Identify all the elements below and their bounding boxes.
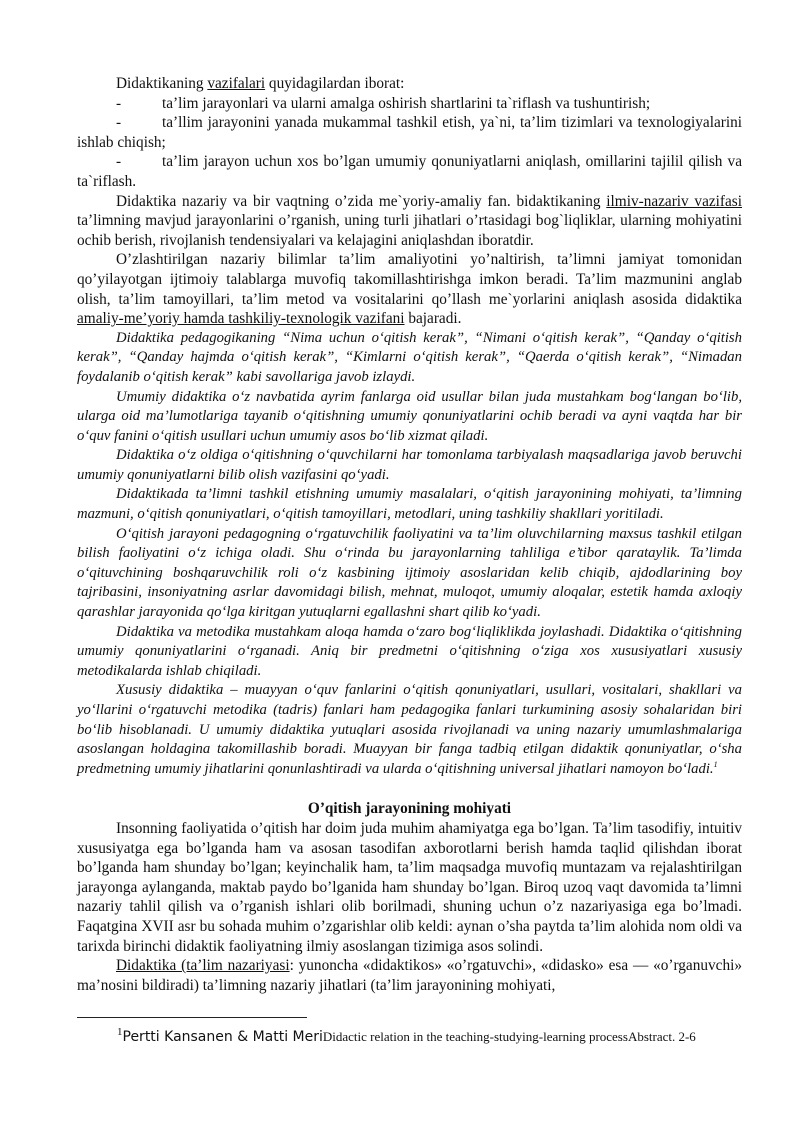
section-heading: O’qitish jarayonining mohiyati — [307, 800, 512, 818]
list-item: - ta’llim jarayonini yanada mukammal tashkil etish, ya`ni, ta’lim tizimlari va texnologiyalarini ishlab chiqish; — [77, 114, 742, 151]
underlined-term: Didaktika (ta’lim nazariyasi — [116, 957, 290, 975]
underlined-term: amaliy-me’yoriy hamda tashkiliy-texnologik vazifani — [77, 310, 405, 328]
italic-paragraph: Didaktika va metodika mustahkam aloqa hamda o‘zaro bog‘liqliklikda joylashadi. Didaktika o‘qitishning umumiy qonuniyatlarini o‘rganadi. Aniq bir predmetni o‘qitishning o‘ziga xos xususiyatlari xususiy metodikalarda ishlab chiqiladi. — [77, 623, 742, 679]
italic-paragraph: O‘qitish jarayoni pedagogning o‘rgatuvchilik faoliyatini va ta’lim oluvchilarning maxsus tashkil etilgan bilish faoliyatini o‘z ichiga oladi. Shu o‘rinda bu jarayonlarning tahliliga e’tibor qarataylik. Ta’limda o‘qituvchining boshqaruvchilik roli o‘z kasbining ijtimoiy asoslaridan kelib chiqib, ajdodlarining boy tajribasini, insoniyatning asrlar davomidagi bilish, mehnat, muloqot, umumiy aloqalar, estetik hamda axloqiy qarashlar jarayonida qo‘lga kiritgan yutuqlarni egallashni shart qilib ko‘yadi. — [77, 525, 742, 621]
footnote — [77, 1026, 742, 1049]
paragraph-theoretical-task: Didaktika nazariy va bir vaqtning o’zida me`yoriy-amaliy fan. bidaktikaning ilmiv-nazariv vazifasi ta’limning mavjud jarayonlarini o’rganish, uning turli jihatlari o’rtasidagi bog`liqliklar, ularning mohiyatini ochib berish, rivojlanish tendensiyalari va kelajagini aniqlashdan iboratdir. — [77, 192, 742, 249]
italic-paragraph: Didaktikada ta’limni tashkil etishning umumiy masalalari, o‘qitish jarayonining mohiyati, ta’limning mazmuni, o‘qitish qonuniyatlari, o‘qitish tamoyillari, metodlari, uning tashkiliy shakllari yoritiladi. — [77, 486, 742, 523]
footnote-tail: Abstract. 2-6 — [627, 1029, 696, 1045]
italic-paragraph: Didaktika pedagogikaning “Nima uchun o‘qitish kerak”, “Nimani o‘qitish kerak”, “Qanday o‘qitish kerak”, “Qanday hajmda o‘qitish kerak”, “Kimlarni o‘qitish kerak”, “Qaerda o‘qitish kerak”, “Nimadan foydalanib o‘qitish kerak” kabi savollariga javob izlaydi. — [77, 329, 742, 385]
footnote-reference[interactable]: 1 — [713, 759, 718, 769]
underlined-term: vazifalari — [207, 75, 266, 92]
italic-paragraph: Xususiy didaktika – muayyan o‘quv fanlarini o‘qitish qonuniyatlari, usullari, vositalari, shakllari va yo‘llarini o‘rgatuvchi metodika (tadris) fanlari ham pedagogika fanlari turkumining asosiy sohalaridan biri bo‘lib hisoblanadi. U umumiy didaktika yutuqlari asosida rivojlanadi va uning nazariy umumlashmalariga asoslangan holdagina takomillashib boradi. Muayyan bir fanga tadbiq etilgan didaktik qonuniyatlar, o‘sha predmetning umumiy jihatlarini qonunlashtiradi va ularda o‘qitishning universal jihatlari namoyon bo‘ladi.$^1$ — [77, 682, 742, 777]
paragraph-practical-task: O’zlashtirilgan nazariy bilimlar ta’lim amaliyotini yo’naltirish, ta’limni jamiyat tomonidan qo’yilayotgan ijtimoiy talablarga muvofiq takomillashtirishga imkon beradi. Ta’lim mazmunini anglab olish, ta’lim tamoyillari, ta’lim metod va vositalarini qo’llash me`yorlarini aniqlash asosida didaktika amaliy-me’yoriy hamda tashkiliy-texnologik vazifani bajaradi. — [77, 251, 742, 328]
paragraph-essence: Insonning faoliyatida o’qitish har doim juda muhim ahamiyatga ega bo’lgan. Ta’lim tasodifiy, intuitiv xususiyatga ega bo’lganda ham va asosan tasodifan axborotlarni berish hamda taqlid qilishdan iborat bo’lganda ham shunday bo’lgan; keyinchalik ham, ta’lim maqsadga muvofiq muntazam va rejalashtirilgan jarayonga aylanganda, maktab paydo bo’lganida ham shunday bo’lgan. Biroq uzoq vaqt davomida ta’limni nazariy tahlil qilish va o’rganish ishlari olib borilmadi, shuning uchun o’z nazariyasiga ega bo’lmadi. Faqatgina XVII asr bu sohada muhim o’zgarishlar olib keldi: aynan o’sha paytda ta’lim alohida nom oldi va tarixda birinchi didaktik faoliyatning ilmiy asoslangan tizimiga asos solindi. — [77, 819, 742, 955]
list-item: - ta’lim jarayonlari va ularni amalga oshirish shartlarini ta`riflash va tushuntirish; — [116, 94, 651, 112]
footnote-title: Didactic relation in the teaching-studying-learning process — [322, 1029, 628, 1045]
paragraph-didactics-definition: Didaktika (ta’lim nazariyasi: yunoncha «didaktikos» «o’rgatuvchi», «didasko» esa — «o’rganuvchi» ma’nosini bildiradi) ta’limning nazariy jihatlari (ta’lim jarayonining mohiyati, — [77, 957, 742, 994]
list-item: - ta’lim jarayon uchun xos bo’lgan umumiy qonuniyatlarni aniqlash, omillarini tajilil qilish va ta`riflash. — [77, 153, 742, 190]
footnote-authors: Pertti Kansanen & Matti Meri — [122, 1029, 323, 1046]
italic-paragraph: Didaktika o‘z oldiga o‘qitishning o‘quvchilarni har tomonlama tarbiyalash maqsadlariga javob beruvchi umumiy qonuniyatlarni bilib olish vazifasini qo‘yadi. — [77, 447, 742, 483]
footnote-separator — [77, 1017, 307, 1018]
footnote-number: 1 — [117, 1026, 123, 1039]
italic-paragraph: Umumiy didaktika o‘z navbatida ayrim fanlarga oid usullar bilan juda mustahkam bog‘langan bo‘lib, ularga oid ma’lumotlariga tayanib o‘qitishning umumiy qonuniyatlarini ochib beradi va ayni vaqtda har bir o‘quv fanini o‘qitish usullari uchun umumiy asos bo‘lib xizmat qiladi. — [77, 388, 742, 444]
paragraph-tasks-intro: Didaktikaning vazifalari quyidagilardan iborat: — [116, 75, 405, 92]
underlined-term: ilmiv-nazariv vazifasi — [606, 192, 742, 210]
